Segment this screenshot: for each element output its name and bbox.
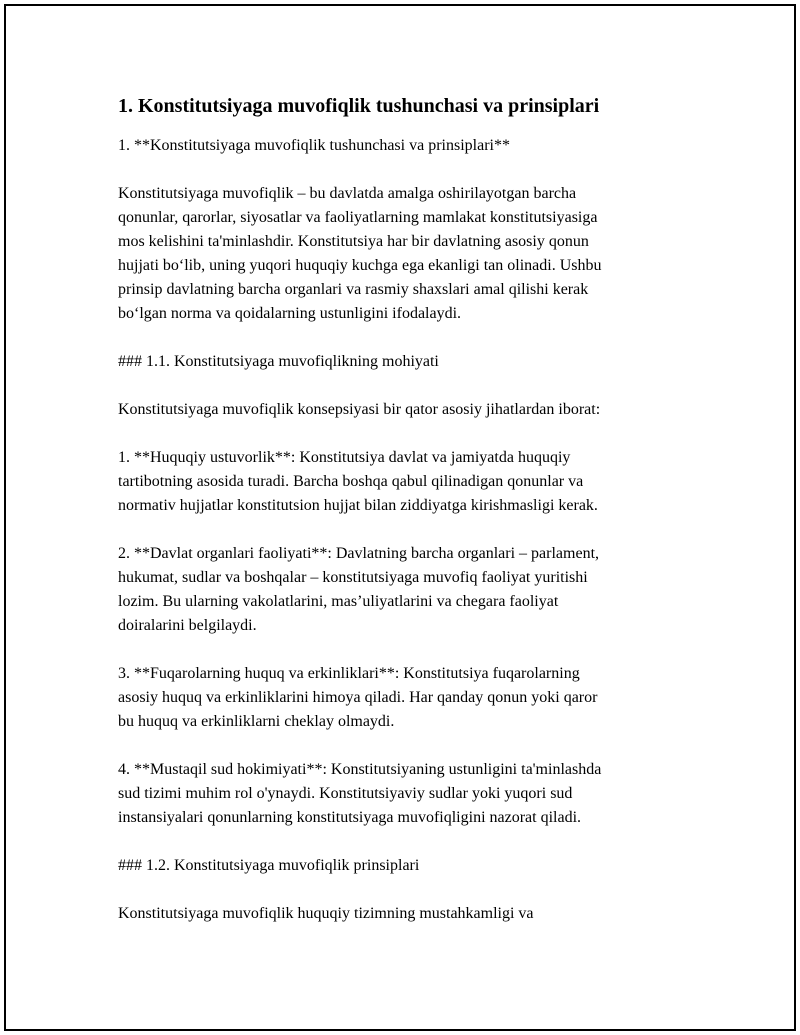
text-line: 1. **Konstitutsiyaga muvofiqlik tushunchasi va prinsiplari**	[118, 137, 510, 154]
text-line: hujjati bo‘lib, uning yuqori huquqiy kuchga ega ekanligi tan olinadi. Ushbu	[118, 257, 602, 274]
text-line: normativ hujjatlar konstitutsion hujjat bilan ziddiyatga kirishmasligi kerak.	[118, 497, 598, 514]
text-line: sud tizimi muhim rol o'ynaydi. Konstitutsiyaviy sudlar yoki yuqori sud	[118, 785, 573, 802]
text-line: Konstitutsiyaga muvofiqlik konsepsiyasi bir qator asosiy jihatlardan iborat:	[118, 401, 601, 418]
text-line: 2. **Davlat organlari faoliyati**: Davlatning barcha organlari – parlament,	[118, 545, 600, 562]
text-line: tartibotning asosida turadi. Barcha boshqa qabul qilinadigan qonunlar va	[118, 473, 584, 490]
text-line: doiralarini belgilaydi.	[118, 617, 257, 634]
paragraph	[118, 662, 678, 734]
text-line: instansiyalari qonunlarning konstitutsiyaga muvofiqligini nazorat qiladi.	[118, 809, 582, 826]
paragraph-gap	[118, 518, 678, 542]
text-line: ### 1.1. Konstitutsiyaga muvofiqlikning mohiyati	[118, 353, 439, 370]
paragraph-gap	[118, 830, 678, 854]
paragraph-gap	[118, 374, 678, 398]
text-line: 3. **Fuqarolarning huquq va erkinliklari**: Konstitutsiya fuqarolarning	[118, 665, 580, 682]
paragraph-gap	[118, 326, 678, 350]
text-line: ### 1.2. Konstitutsiyaga muvofiqlik prinsiplari	[118, 857, 420, 874]
paragraph	[118, 446, 678, 518]
paragraph-gap	[118, 422, 678, 446]
paragraph	[118, 758, 678, 830]
paragraph	[118, 398, 678, 422]
paragraph-gap	[118, 878, 678, 902]
paragraph	[118, 134, 678, 158]
text-line: lozim. Bu ularning vakolatlarini, mas’uliyatlarini va chegara faoliyat	[118, 593, 559, 610]
paragraph	[118, 182, 678, 326]
text-line: asosiy huquq va erkinliklarini himoya qiladi. Har qanday qonun yoki qaror	[118, 689, 598, 706]
text-line: hukumat, sudlar va boshqalar – konstitutsiyaga muvofiq faoliyat yuritishi	[118, 569, 588, 586]
text-line: prinsip davlatning barcha organlari va rasmiy shaxslari amal qilishi kerak	[118, 281, 589, 298]
paragraph	[118, 902, 678, 926]
paragraph-gap	[118, 638, 678, 662]
paragraph-gap	[118, 158, 678, 182]
text-line: Konstitutsiyaga muvofiqlik huquqiy tizimning mustahkamligi va	[118, 905, 534, 922]
text-line: 1. **Huquqiy ustuvorlik**: Konstitutsiya davlat va jamiyatda huquqiy	[118, 449, 571, 466]
paragraph	[118, 542, 678, 638]
text-line: bo‘lgan norma va qoidalarning ustunligini ifodalaydi.	[118, 305, 462, 322]
text-line: mos kelishini ta'minlashdir. Konstitutsiya har bir davlatning asosiy qonun	[118, 233, 589, 250]
text-line: Konstitutsiyaga muvofiqlik – bu davlatda amalga oshirilayotgan barcha	[118, 185, 577, 202]
document-body	[118, 134, 678, 926]
text-line: bu huquq va erkinliklarni cheklay olmaydi.	[118, 713, 395, 730]
paragraph-gap	[118, 734, 678, 758]
text-line: qonunlar, qarorlar, siyosatlar va faoliyatlarning mamlakat konstitutsiyasiga	[118, 209, 598, 226]
document-title: 1. Konstitutsiyaga muvofiqlik tushunchasi va prinsiplari	[118, 95, 600, 117]
paragraph	[118, 350, 678, 374]
text-line: 4. **Mustaqil sud hokimiyati**: Konstitutsiyaning ustunligini ta'minlashda	[118, 761, 602, 778]
document-content	[118, 92, 678, 926]
paragraph	[118, 854, 678, 878]
